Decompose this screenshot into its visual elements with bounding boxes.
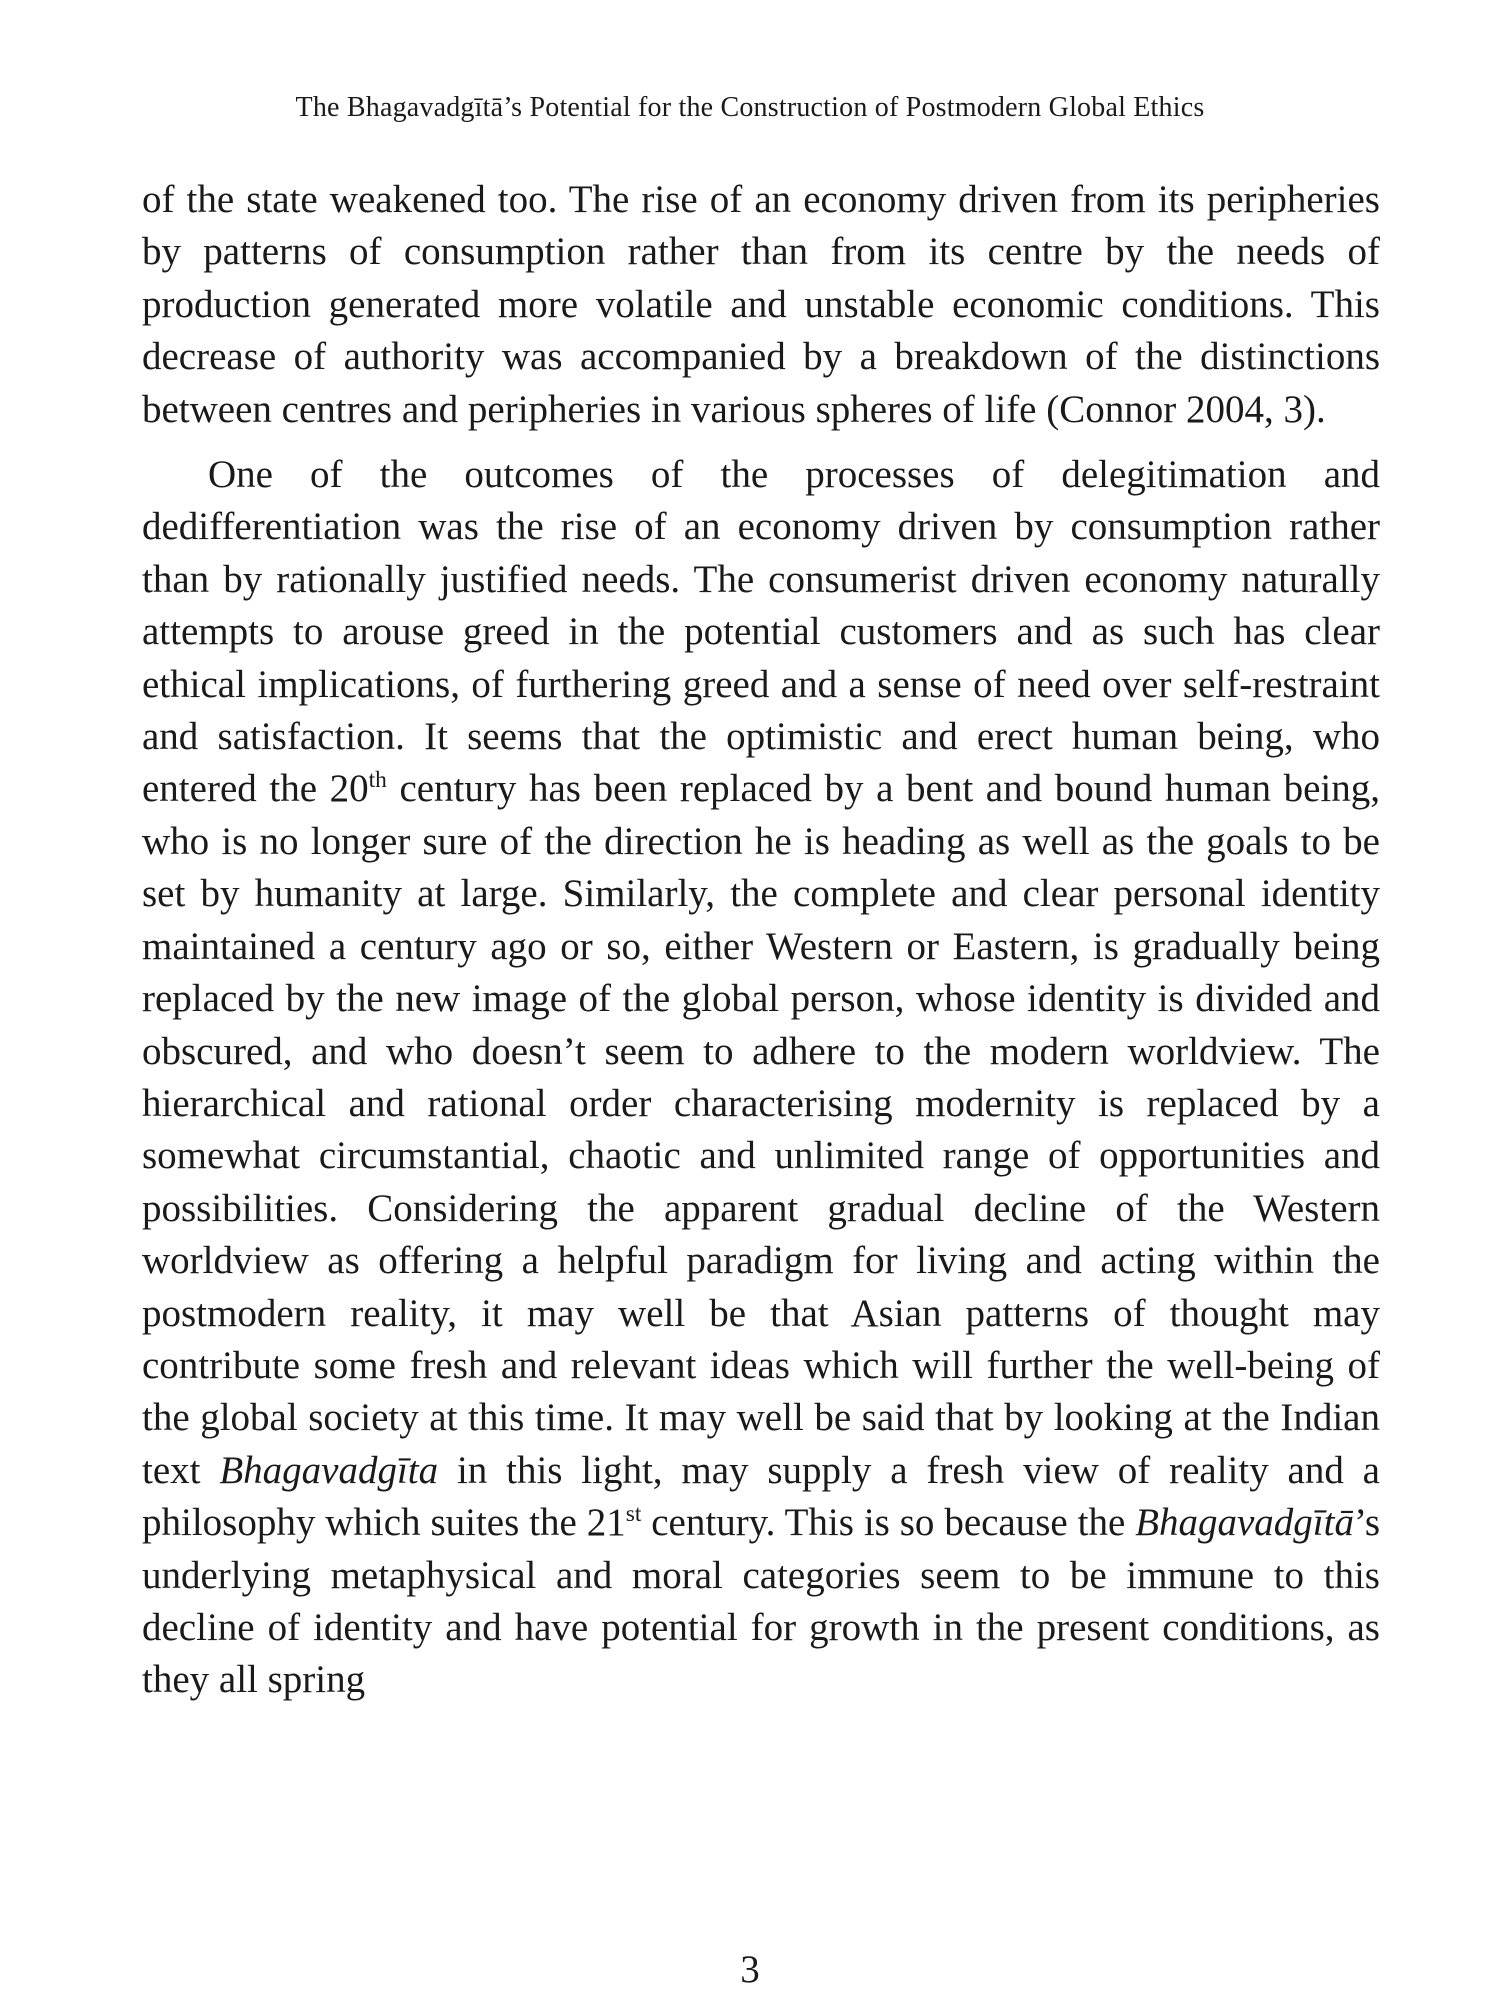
running-head: The Bhagavadgītā’s Potential for the Construction of Postmodern Global Ethics	[295, 92, 1205, 123]
italic-title-bhagavadgita: Bhagavadgīta	[219, 1448, 439, 1492]
italic-title-bhagavadgita-2: Bhagavadgītā	[1135, 1501, 1354, 1545]
superscript-st: st	[625, 1501, 642, 1528]
paragraph-1: of the state weakened too. The rise of an economy driven from its peripheries by patterns of consumption rather than from its centre by the needs of production generated more volatile and unstable economic conditions. This decrease of authority was accompanied by a breakdown of the distinctions between centres and peripheries in various spheres of life (Connor 2004, 3).	[142, 178, 1380, 431]
paragraph-2-text-e: ’s underlying metaphysical and moral categories seem to be immune to this decline of identity and have potential for growth in the present conditions, as they all spring	[142, 1501, 1380, 1702]
page-number: 3	[740, 1948, 760, 1991]
paragraph-2	[142, 449, 1380, 1707]
paragraph-2-text-b: century has been replaced by a bent and bound human being, who is no longer sure of the direction he is heading as well as the goals to be set by humanity at large. Similarly, the complete and clear personal identity maintained a century ago or so, either Western or Eastern, is gradually being replaced by the new image of the global person, whose identity is divided and obscured, and who doesn’t seem to adhere to the modern worldview. The hierarchical and rational order characterising modernity is replaced by a somewhat circumstantial, chaotic and unlimited range of opportunities and possibilities. Considering the apparent gradual decline of the Western worldview as offering a helpful paradigm for living and acting within the postmodern reality, it may well be that Asian patterns of thought may contribute some fresh and relevant ideas which will further the well-being of the global society at this time. It may well be said that by looking at the Indian text	[142, 767, 1380, 1492]
superscript-th: th	[368, 767, 387, 794]
paragraph-2-text-a: One of the outcomes of the processes of delegitimation and dedifferentiation was the rise of an economy driven by consumption rather than by rationally justified needs. The consumerist driven economy naturally attempts to arouse greed in the potential customers and as such has clear ethical implications, of furthering greed and a sense of need over self-restraint and satisfaction. It seems that the optimistic and erect human being, who entered the 20	[142, 453, 1380, 811]
body-text	[142, 174, 1380, 1707]
paragraph-2-text-c: in this light, may supply a fresh view of reality and a philosophy which suites the 21	[142, 1448, 1380, 1545]
paragraph-2-text-d: century. This is so because the	[641, 1501, 1136, 1545]
